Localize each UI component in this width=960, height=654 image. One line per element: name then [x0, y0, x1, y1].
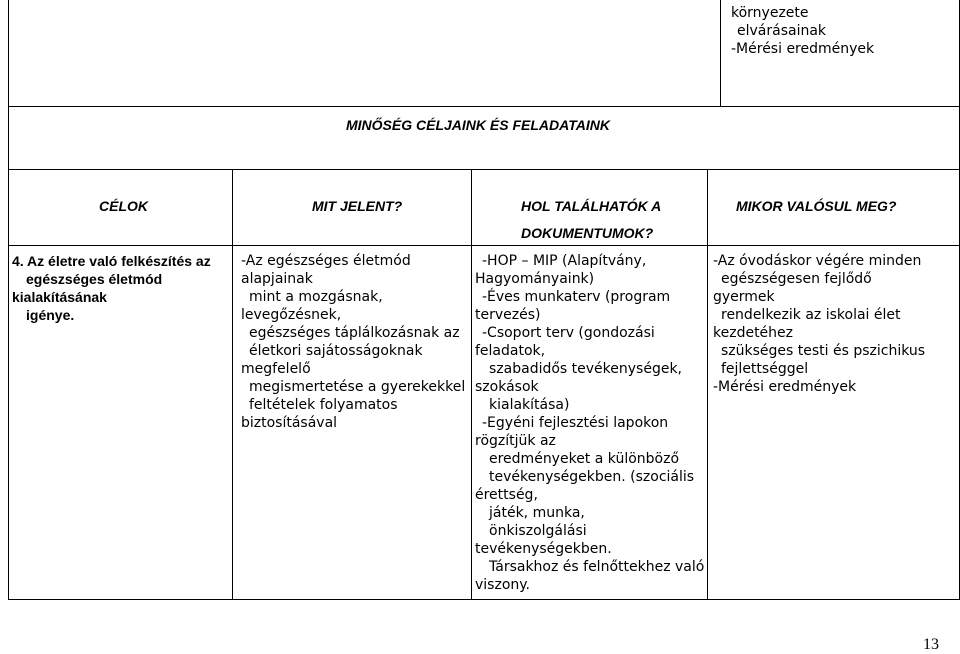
- goal-line-3: kialakításának: [12, 289, 107, 305]
- top-cell-line-1: környezete: [731, 5, 809, 21]
- meaning-line-2: alapjainak: [241, 271, 313, 287]
- meaning-line-3: mint a mozgásnak,: [249, 289, 383, 305]
- when-line-8: -Mérési eredmények: [713, 379, 857, 395]
- when-line-4: rendelkezik az iskolai élet: [721, 307, 901, 323]
- docs-line-9: kialakítása): [489, 397, 570, 413]
- meaning-line-9: feltételek folyamatos: [249, 397, 398, 413]
- header-docs-line-1: HOL TALÁLHATÓK A: [521, 198, 662, 214]
- docs-line-4: tervezés): [475, 307, 541, 323]
- docs-line-11: rögzítjük az: [475, 433, 556, 449]
- docs-line-2: Hagyományaink): [475, 271, 595, 287]
- docs-line-8: szokások: [475, 379, 539, 395]
- when-line-6: szükséges testi és pszichikus: [721, 343, 926, 359]
- meaning-line-10: biztosításával: [241, 415, 338, 431]
- docs-line-13: tevékenységekben. (szociális: [489, 469, 695, 485]
- header-goals: CÉLOK: [99, 198, 148, 214]
- docs-line-17: tevékenységekben.: [475, 541, 612, 557]
- docs-line-5: -Csoport terv (gondozási: [482, 325, 655, 341]
- docs-line-7: szabadidős tevékenységek,: [489, 361, 683, 377]
- top-cell-line-2: elvárásainak: [737, 23, 827, 39]
- docs-line-12: eredményeket a különböző: [489, 451, 680, 467]
- when-line-7: fejlettséggel: [721, 361, 809, 377]
- meaning-line-7: megfelelő: [241, 361, 311, 377]
- goal-line-4: igénye.: [26, 307, 75, 323]
- docs-line-18: Társakhoz és felnőttekhez való: [489, 559, 705, 575]
- top-cell-line-3: -Mérési eredmények: [731, 41, 875, 57]
- header-meaning: MIT JELENT?: [312, 198, 403, 214]
- when-line-3: gyermek: [713, 289, 775, 305]
- header-when: MIKOR VALÓSUL MEG?: [736, 198, 897, 214]
- when-line-2: egészségesen fejlődő: [721, 271, 872, 287]
- meaning-line-8: megismertetése a gyerekekkel: [249, 379, 466, 395]
- meaning-line-5: egészséges táplálkozásnak az: [249, 325, 460, 341]
- goal-line-1: 4. Az életre való felkészítés az: [12, 253, 211, 269]
- docs-line-15: játék, munka,: [489, 505, 585, 521]
- section-title-cell: [8, 106, 960, 170]
- goal-line-2: egészséges életmód: [26, 271, 163, 287]
- meaning-line-1: -Az egészséges életmód: [241, 253, 411, 269]
- when-line-1: -Az óvodáskor végére minden: [713, 253, 922, 269]
- meaning-line-4: levegőzésnek,: [241, 307, 342, 323]
- docs-line-14: érettség,: [475, 487, 538, 503]
- docs-line-10: -Egyéni fejlesztési lapokon: [482, 415, 669, 431]
- docs-line-19: viszony.: [475, 577, 530, 593]
- docs-line-3: -Éves munkaterv (program: [482, 289, 671, 305]
- when-line-5: kezdetéhez: [713, 325, 794, 341]
- meaning-line-6: életkori sajátosságoknak: [249, 343, 423, 359]
- header-docs-line-2: DOKUMENTUMOK?: [521, 225, 654, 241]
- section-title: MINŐSÉG CÉLJAINK ÉS FELADATAINK: [346, 117, 610, 133]
- docs-line-6: feladatok,: [475, 343, 546, 359]
- docs-line-16: önkiszolgálási: [489, 523, 587, 539]
- page-number: 13: [923, 636, 939, 653]
- docs-line-1: -HOP – MIP (Alapítvány,: [482, 253, 647, 269]
